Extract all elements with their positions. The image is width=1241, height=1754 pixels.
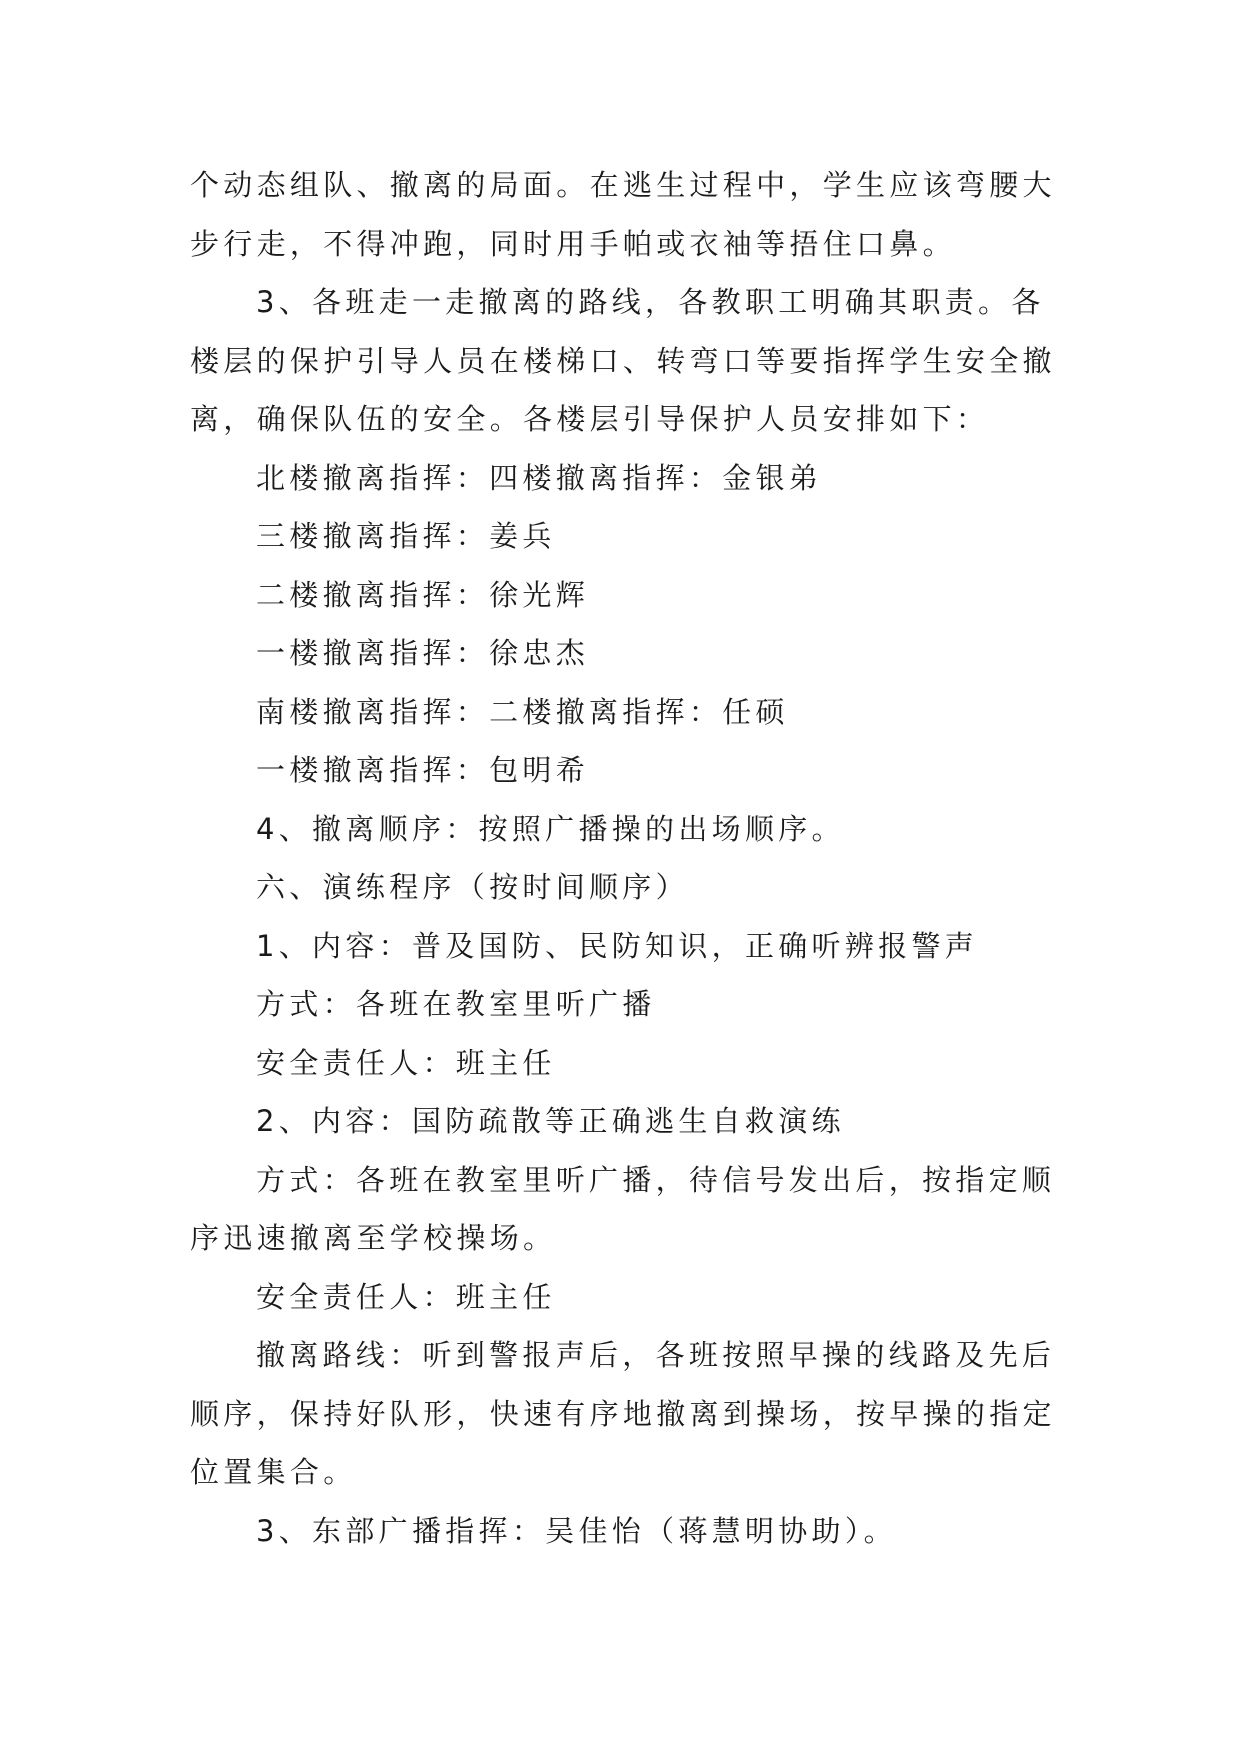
paragraph-line: 一楼撤离指挥：包明希 xyxy=(256,753,590,787)
paragraph-line: 离，确保队伍的安全。各楼层引导保护人员安排如下： xyxy=(190,402,990,436)
paragraph-line: 2、内容：国防疏散等正确逃生自救演练 xyxy=(256,1104,845,1138)
paragraph-line: 步行走，不得冲跑，同时用手帕或衣袖等捂住口鼻。 xyxy=(190,226,956,261)
paragraph-line: 序迅速撤离至学校操场。 xyxy=(190,1221,557,1255)
paragraph-line: 方式：各班在教室里听广播 xyxy=(256,987,656,1021)
document-body xyxy=(190,156,1056,1560)
paragraph-line: 北楼撤离指挥：四楼撤离指挥：金银弟 xyxy=(256,460,823,495)
paragraph-line: 3、东部广播指挥：吴佳怡（蒋慧明协助）。 xyxy=(256,1513,897,1548)
paragraph-line: 二楼撤离指挥：徐光辉 xyxy=(256,577,590,612)
paragraph-line: 安全责任人：班主任 xyxy=(256,1045,556,1080)
paragraph-line: 4、撤离顺序：按照广播操的出场顺序。 xyxy=(256,811,845,846)
paragraph-line: 位置集合。 xyxy=(190,1455,357,1489)
paragraph-line: 三楼撤离指挥：姜兵 xyxy=(256,519,556,553)
paragraph-line: 1、内容：普及国防、民防知识，正确听辨报警声 xyxy=(256,928,979,963)
paragraph-line: 个动态组队、撤离的局面。在逃生过程中，学生应该弯腰大 xyxy=(190,168,1056,202)
paragraph-line: 顺序，保持好队形，快速有序地撤离到操场，按早操的指定 xyxy=(190,1396,1056,1431)
paragraph-line: 六、演练程序（按时间顺序） xyxy=(256,870,689,904)
paragraph-line: 3、各班走一走撤离的路线，各教职工明确其职责。各 xyxy=(256,285,1045,319)
paragraph-line: 撤离路线：听到警报声后，各班按照早操的线路及先后 xyxy=(256,1338,1056,1372)
paragraph-line: 一楼撤离指挥：徐忠杰 xyxy=(256,636,590,670)
paragraph-line: 楼层的保护引导人员在楼梯口、转弯口等要指挥学生安全撤 xyxy=(190,343,1056,378)
paragraph-line: 安全责任人：班主任 xyxy=(256,1279,556,1314)
paragraph-line: 方式：各班在教室里听广播，待信号发出后，按指定顺 xyxy=(256,1162,1056,1197)
paragraph-line: 南楼撤离指挥：二楼撤离指挥：任硕 xyxy=(256,694,789,729)
